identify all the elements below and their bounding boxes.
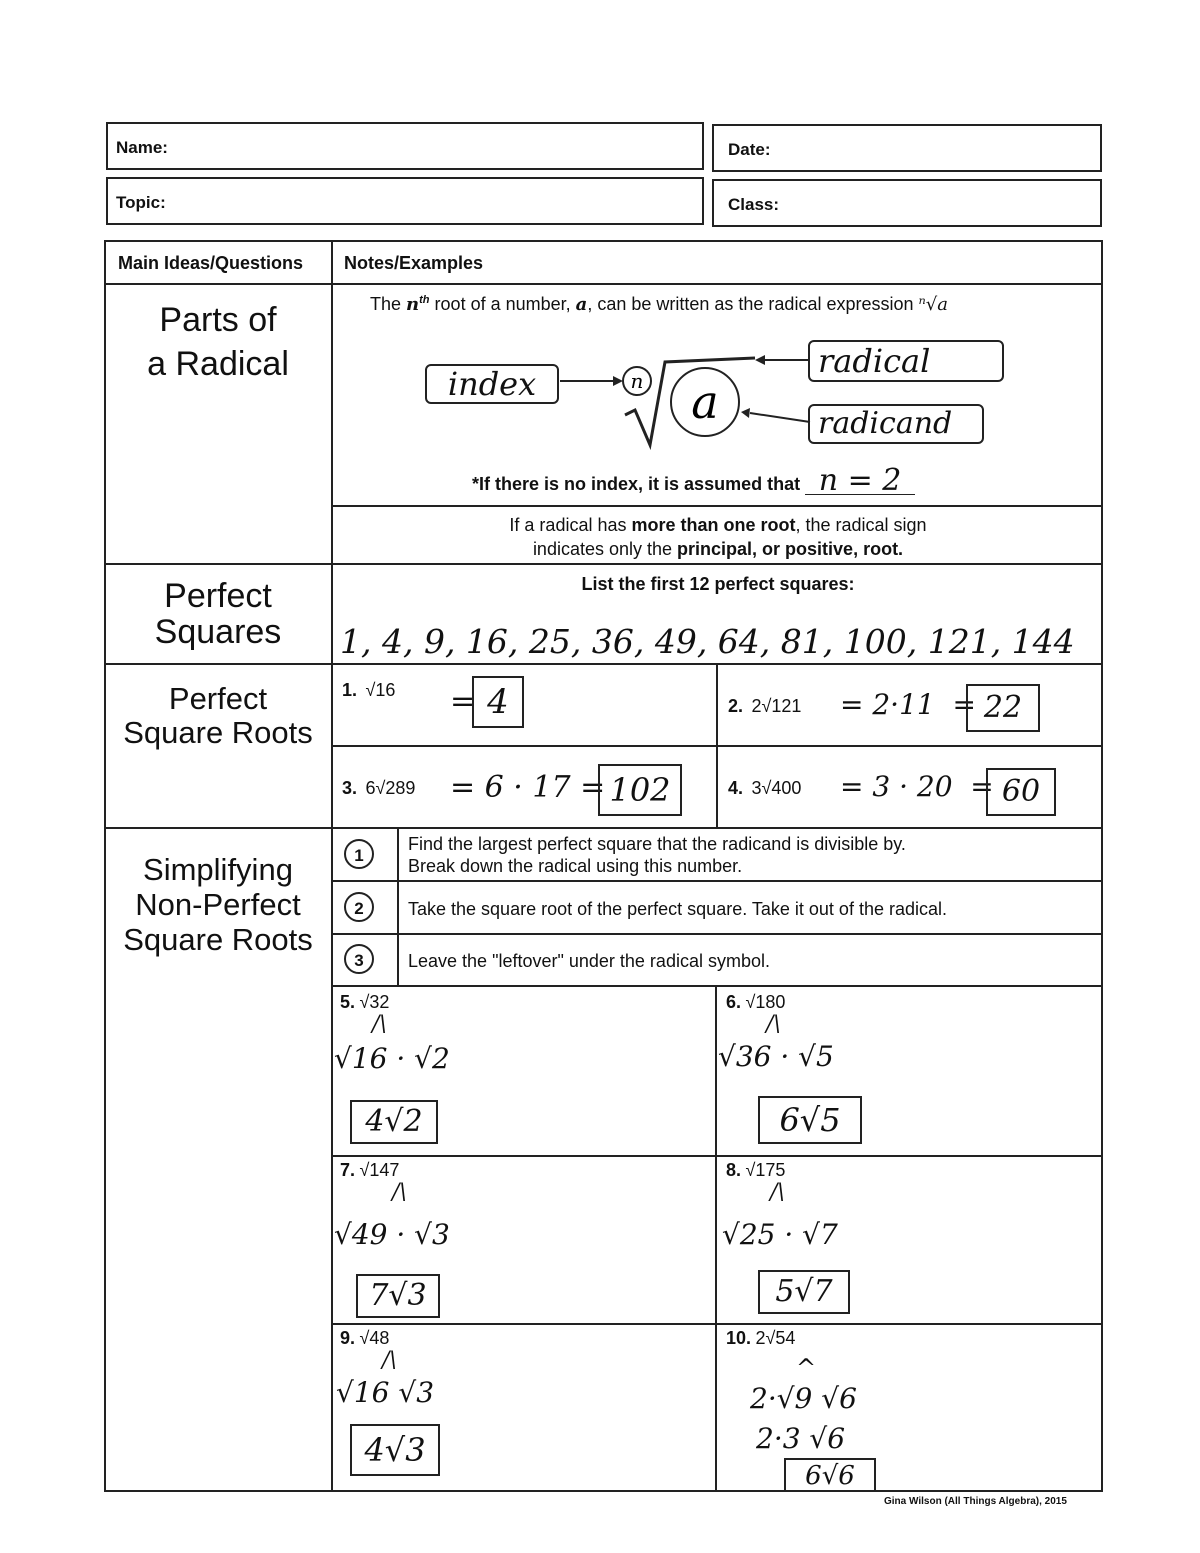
parts-principal-divider (331, 505, 1103, 507)
problem-5-expr: √32 (359, 992, 390, 1012)
problem-1-answer-box (472, 676, 524, 728)
perfect-roots-title (104, 682, 332, 750)
assume-text: *If there is no index, it is assumed that (472, 474, 801, 494)
problem-5-num: 5. (340, 992, 356, 1012)
problem-10 (726, 1328, 795, 1349)
intro-mid: root of a number, (434, 294, 571, 314)
step-3-circle: 3 (344, 944, 374, 974)
roots-col-divider (716, 663, 718, 828)
problem-4-answer-box (986, 768, 1056, 816)
problem-4-num: 4. (728, 778, 744, 798)
date-field[interactable] (712, 124, 1102, 172)
index-label-box (425, 364, 559, 404)
problem-4-work: = 3 · 20 = (840, 770, 994, 803)
perfect-squares-title-line1: Perfect (164, 577, 272, 615)
problem-5-branch: /\ (372, 1012, 387, 1037)
intro-pre: The (370, 294, 402, 314)
step-3-text: Leave the "leftover" under the radical symbol. (408, 951, 770, 971)
step-num-divider (397, 827, 399, 985)
radicand-label: radicand (818, 406, 953, 441)
problem-10-branch: ^ (796, 1354, 817, 1382)
step1-divider (331, 880, 1103, 882)
diagram-n: n (630, 369, 644, 393)
intro-a: a (575, 294, 588, 315)
problem-9 (340, 1328, 389, 1349)
section-divider-squares (104, 563, 1103, 565)
problem-2-work: = 2·11 = (840, 688, 976, 721)
problem-2-num: 2. (728, 696, 744, 716)
problem-2-answer-box (966, 684, 1040, 732)
parts-intro (370, 294, 948, 315)
problems-col-divider (715, 985, 717, 1492)
step-2-circle: 2 (344, 892, 374, 922)
problem-6-answer-box (758, 1096, 862, 1144)
section-divider-roots (104, 663, 1103, 665)
problem-9-answer: 4√3 (364, 1431, 426, 1469)
perfect-squares-instruction: List the first 12 perfect squares: (581, 574, 855, 594)
problem-7-branch: /\ (392, 1180, 407, 1205)
problem-9-branch: /\ (382, 1348, 397, 1373)
parts-title (104, 302, 332, 382)
problem-7-expr: √147 (359, 1160, 400, 1180)
perfect-squares-answer: 1, 4, 9, 16, 25, 36, 49, 64, 81, 100, 121, 144 (340, 622, 1075, 661)
problem-8-answer: 5√7 (775, 1274, 833, 1309)
principal-line1-post: , the radical sign (795, 515, 927, 535)
step-1-circle: 1 (344, 839, 374, 869)
problem-10-num: 10. (726, 1328, 752, 1348)
problem-7-answer: 7√3 (369, 1278, 427, 1313)
steps-end-divider (331, 985, 1103, 987)
step-2-text: Take the square root of the perfect square. Take it out of the radical. (408, 899, 947, 919)
name-field[interactable] (106, 122, 704, 170)
parts-title-line2: a Radical (147, 345, 289, 383)
assume-answer: n = 2 (805, 468, 915, 495)
root-problem-2 (728, 696, 801, 717)
problem-6-work: √36 · √5 (718, 1040, 834, 1073)
problem-5-answer-box (350, 1100, 438, 1144)
problem-3-answer: 102 (609, 771, 671, 809)
problem-8-work: √25 · √7 (722, 1218, 838, 1251)
problem-5 (340, 992, 389, 1013)
problem-8-branch: /\ (770, 1180, 785, 1205)
root-problem-4 (728, 778, 801, 799)
problem-2-expr: 2√121 (751, 696, 802, 716)
problems-row-divider-1 (331, 1155, 1103, 1157)
problem-1-answer: 4 (487, 682, 509, 722)
index-label: index (447, 365, 537, 403)
radical-label-box (808, 340, 1004, 382)
radical-diagram (555, 340, 825, 455)
principal-line1-pre: If a radical has (509, 515, 632, 535)
intro-post: , can be written as the radical expression (587, 294, 914, 314)
simplify-title-line2: Non-Perfect (135, 887, 301, 922)
problem-3-work: = 6 · 17 = (450, 770, 606, 805)
perfect-roots-title-line2: Square Roots (123, 715, 313, 750)
problem-10-answer: 6√6 (805, 1461, 855, 1491)
problems-row-divider-2 (331, 1323, 1103, 1325)
problem-8-num: 8. (726, 1160, 742, 1180)
problem-10-work: 2·√9 √6 (750, 1382, 857, 1415)
radical-label: radical (818, 342, 931, 380)
class-label: Class: (728, 195, 780, 214)
problem-9-answer-box (350, 1424, 440, 1476)
principal-line1 (333, 513, 1103, 537)
problem-7 (340, 1160, 399, 1181)
step-1-line2: Break down the radical using this number. (408, 856, 743, 876)
principal-line2-bold: principal, or positive, root. (677, 539, 904, 559)
simplify-title-line3: Square Roots (123, 922, 313, 957)
problem-5-answer: 4√2 (365, 1104, 423, 1139)
principal-line2 (333, 537, 1103, 561)
parts-title-line1: Parts of (159, 301, 277, 339)
step-1-line1: Find the largest perfect square that the radicand is divisible by. (408, 834, 906, 854)
problem-7-work: √49 · √3 (334, 1218, 450, 1251)
date-label: Date: (728, 140, 771, 159)
problem-9-num: 9. (340, 1328, 356, 1348)
problem-3-num: 3. (342, 778, 358, 798)
problem-9-expr: √48 (359, 1328, 390, 1348)
problem-8-answer-box (758, 1270, 850, 1314)
header-row-divider (104, 283, 1103, 285)
footer-credit: Gina Wilson (All Things Algebra), 2015 (884, 1496, 1067, 1507)
root-problem-3 (342, 778, 415, 799)
problem-6-answer: 6√5 (779, 1101, 841, 1139)
problem-3-answer-box (598, 764, 682, 816)
radical-arrow-head (755, 355, 765, 365)
radicand-label-box (808, 404, 984, 444)
problem-10-answer-box (784, 1458, 876, 1492)
problem-4-answer: 60 (1001, 774, 1041, 809)
problem-10-expr: 2√54 (755, 1328, 796, 1348)
problem-9-work: √16 √3 (336, 1376, 435, 1409)
problem-3-expr: 6√289 (365, 778, 416, 798)
simplify-title-line1: Simplifying (143, 852, 293, 887)
assume-row (472, 463, 915, 498)
radicand-arrow-head (741, 408, 750, 418)
problem-6-branch: /\ (766, 1012, 781, 1037)
problem-7-num: 7. (340, 1160, 356, 1180)
problem-5-work: √16 · √2 (334, 1042, 450, 1075)
intro-expr: ⁿ√a (918, 294, 949, 315)
column-header-main-ideas: Main Ideas/Questions (118, 253, 304, 273)
step-1-text (408, 833, 906, 877)
problem-6-num: 6. (726, 992, 742, 1012)
problem-6-expr: √180 (745, 992, 786, 1012)
principal-note (333, 513, 1103, 561)
problem-1-num: 1. (342, 680, 358, 700)
index-arrow-head (613, 376, 623, 386)
problem-8 (726, 1160, 785, 1181)
perfect-roots-title-line1: Perfect (168, 681, 268, 716)
problem-10-work2: 2·3 √6 (756, 1422, 846, 1455)
section-divider-simplify (104, 827, 1103, 829)
name-label: Name: (116, 138, 168, 157)
class-field[interactable] (712, 179, 1102, 227)
problem-8-expr: √175 (745, 1160, 786, 1180)
step2-divider (331, 933, 1103, 935)
perfect-squares-title (104, 578, 332, 650)
topic-field[interactable] (106, 177, 704, 225)
simplify-title (104, 852, 332, 957)
problem-6 (726, 992, 785, 1013)
intro-n: n (406, 294, 420, 315)
root-problem-1 (342, 680, 395, 701)
radicand-arrow (750, 413, 810, 422)
principal-line2-pre: indicates only the (532, 539, 678, 559)
problem-2-answer: 22 (983, 690, 1023, 725)
principal-line1-bold: more than one root (631, 515, 796, 535)
column-header-notes: Notes/Examples (344, 253, 484, 273)
problem-7-answer-box (356, 1274, 440, 1318)
problem-1-expr: √16 (365, 680, 396, 700)
problem-1-work: = (450, 684, 476, 719)
diagram-a: a (691, 375, 719, 429)
topic-label: Topic: (116, 193, 166, 212)
perfect-squares-title-line2: Squares (154, 613, 282, 651)
problem-4-expr: 3√400 (751, 778, 802, 798)
intro-sup: th (419, 294, 430, 306)
